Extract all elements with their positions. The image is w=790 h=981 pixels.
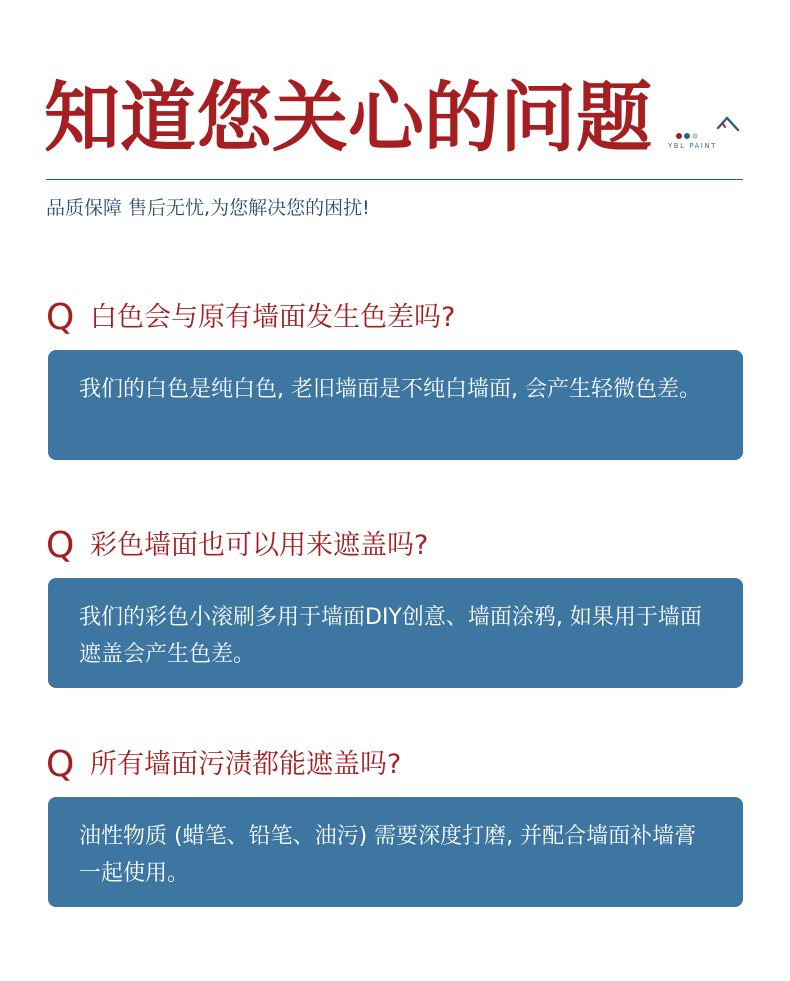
logo-dots [676,124,700,132]
logo-dot-red [676,133,682,139]
answer-text: 油性物质 (蜡笔、铅笔、油污) 需要深度打磨, 并配合墙面补墙膏一起使用。 [79,824,697,886]
faq-item [46,296,743,460]
question-mark-q: Q [46,744,75,785]
question-row [46,743,743,787]
logo-text: YBL PAINT [668,142,717,150]
brand-logo [664,112,744,154]
answer-box [48,797,743,907]
faq-item [46,524,743,688]
logo-dot-grey [692,133,698,139]
question-row [46,524,743,568]
faq-item [46,743,743,907]
question-text: 所有墙面污渍都能遮盖吗? [90,749,402,780]
brush-stroke-icon [714,114,742,136]
page-title: 知道您关心的问题 [44,73,652,162]
question-text: 白色会与原有墙面发生色差吗? [90,302,456,333]
logo-dot-blue [684,133,690,139]
question-mark-q: Q [46,297,75,338]
answer-text: 我们的白色是纯白色, 老旧墙面是不纯白墙面, 会产生轻微色差。 [79,377,701,402]
page-subtitle: 品质保障 售后无忧,为您解决您的困扰! [46,197,370,219]
answer-text: 我们的彩色小滚刷多用于墙面DIY创意、墙面涂鸦, 如果用于墙面遮盖会产生色差。 [79,605,702,667]
answer-box [48,578,743,688]
question-text: 彩色墙面也可以用来遮盖吗? [90,530,429,561]
answer-box [48,350,743,460]
header-divider [46,179,743,180]
question-mark-q: Q [46,525,75,566]
question-row [46,296,743,340]
